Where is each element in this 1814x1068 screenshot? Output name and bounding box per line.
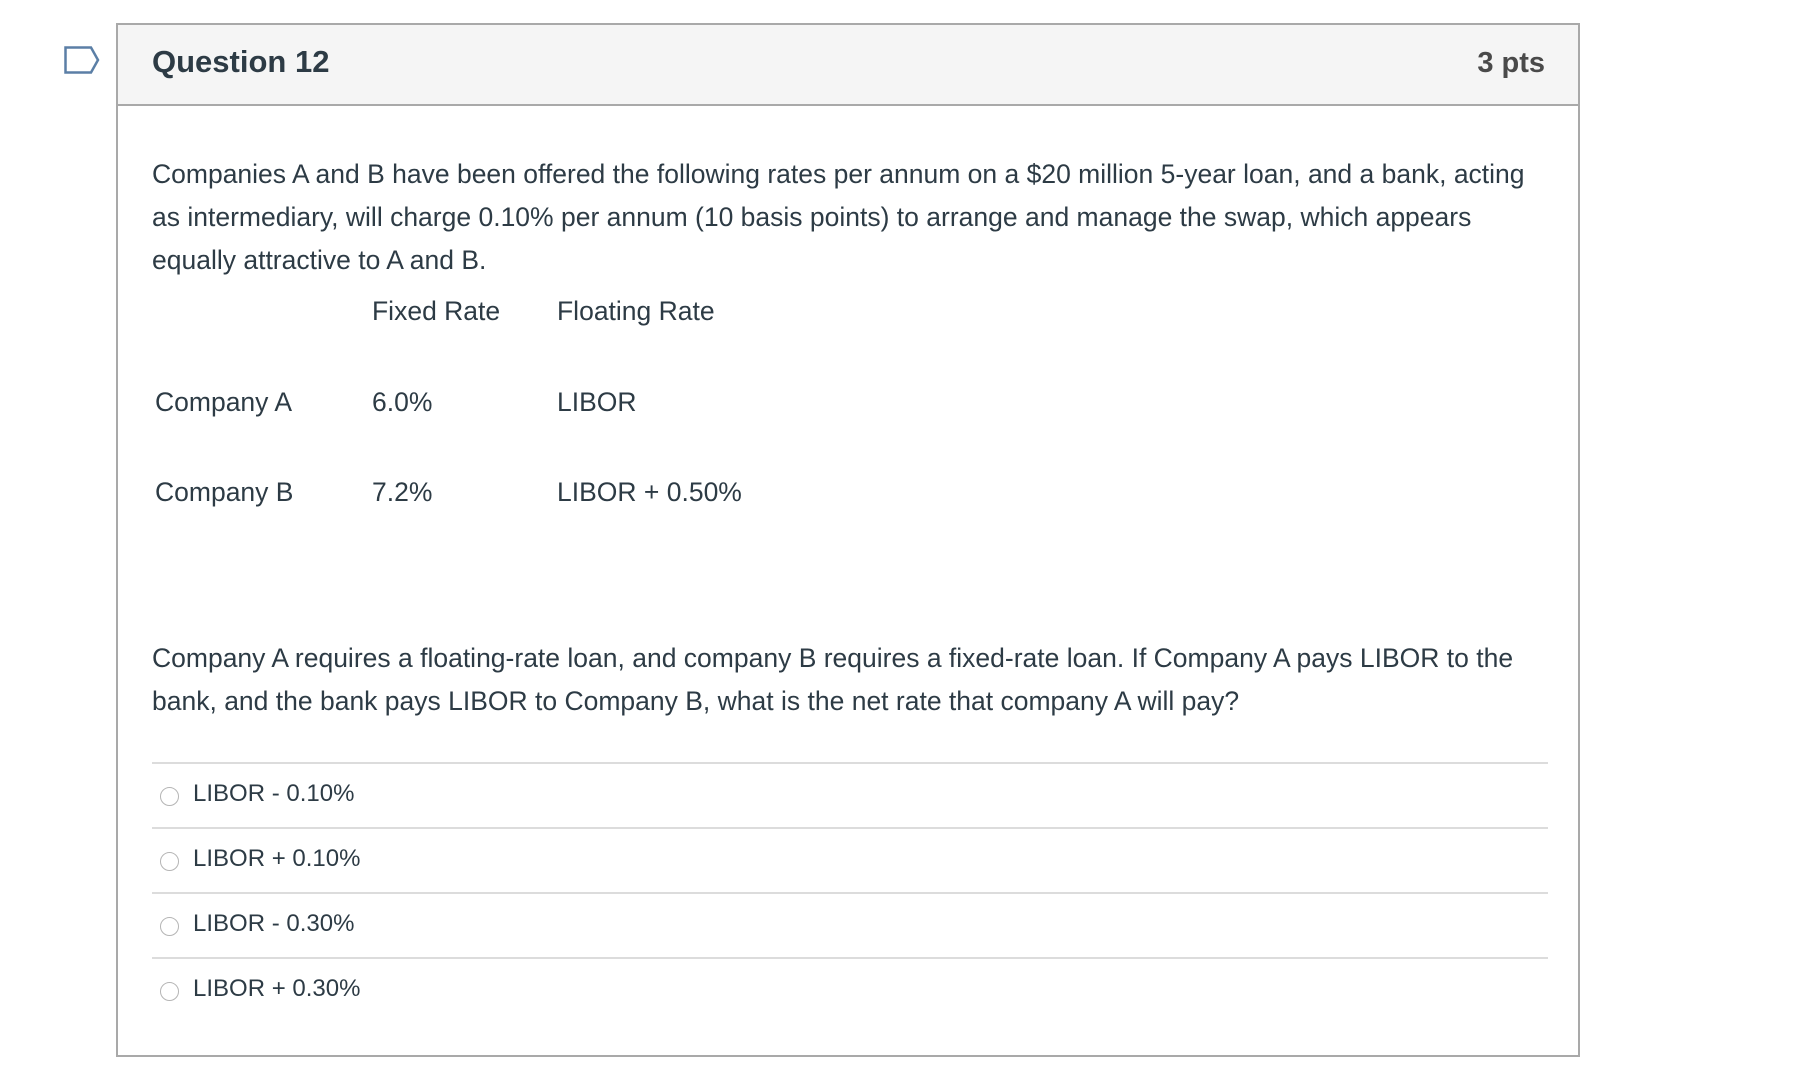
question-title: Question 12 xyxy=(152,44,330,79)
answer-option[interactable] xyxy=(152,762,1548,829)
bookmark-flag-icon[interactable] xyxy=(64,46,100,74)
answer-label[interactable]: LIBOR + 0.10% xyxy=(193,845,361,872)
radio-button[interactable] xyxy=(160,787,179,806)
answer-label[interactable]: LIBOR + 0.30% xyxy=(193,975,361,1002)
table-row-label: Company A xyxy=(155,387,292,417)
table-cell-floating: LIBOR + 0.50% xyxy=(557,477,742,507)
answer-label[interactable]: LIBOR - 0.10% xyxy=(193,780,355,807)
question-prompt: Company A requires a floating-rate loan, and company B requires a fixed-rate loan. If Company A pays LIBOR to the bank, and the bank pays LIBOR to Company B, what is the net rate that company A will pay? xyxy=(152,643,1514,716)
answer-option[interactable] xyxy=(152,892,1548,959)
radio-button[interactable] xyxy=(160,982,179,1001)
question-intro: Companies A and B have been offered the following rates per annum on a $20 million 5-year loan, and a bank, acting as intermediary, will charge 0.10% per annum (10 basis points) to arrange and manage the swap, which appears equally attractive to A and B. xyxy=(152,159,1525,275)
table-row-label: Company B xyxy=(155,477,294,507)
table-header-floating: Floating Rate xyxy=(557,296,715,326)
question-header xyxy=(118,25,1578,106)
radio-button[interactable] xyxy=(160,852,179,871)
answer-label[interactable]: LIBOR - 0.30% xyxy=(193,910,355,937)
table-cell-floating: LIBOR xyxy=(557,387,637,417)
answer-option[interactable] xyxy=(152,827,1548,894)
table-cell-fixed: 7.2% xyxy=(372,477,433,507)
table-header-fixed: Fixed Rate xyxy=(372,296,501,326)
answer-option[interactable] xyxy=(152,957,1548,1024)
question-points: 3 pts xyxy=(1477,47,1545,79)
question-card xyxy=(116,23,1580,1057)
table-cell-fixed: 6.0% xyxy=(372,387,433,417)
radio-button[interactable] xyxy=(160,917,179,936)
